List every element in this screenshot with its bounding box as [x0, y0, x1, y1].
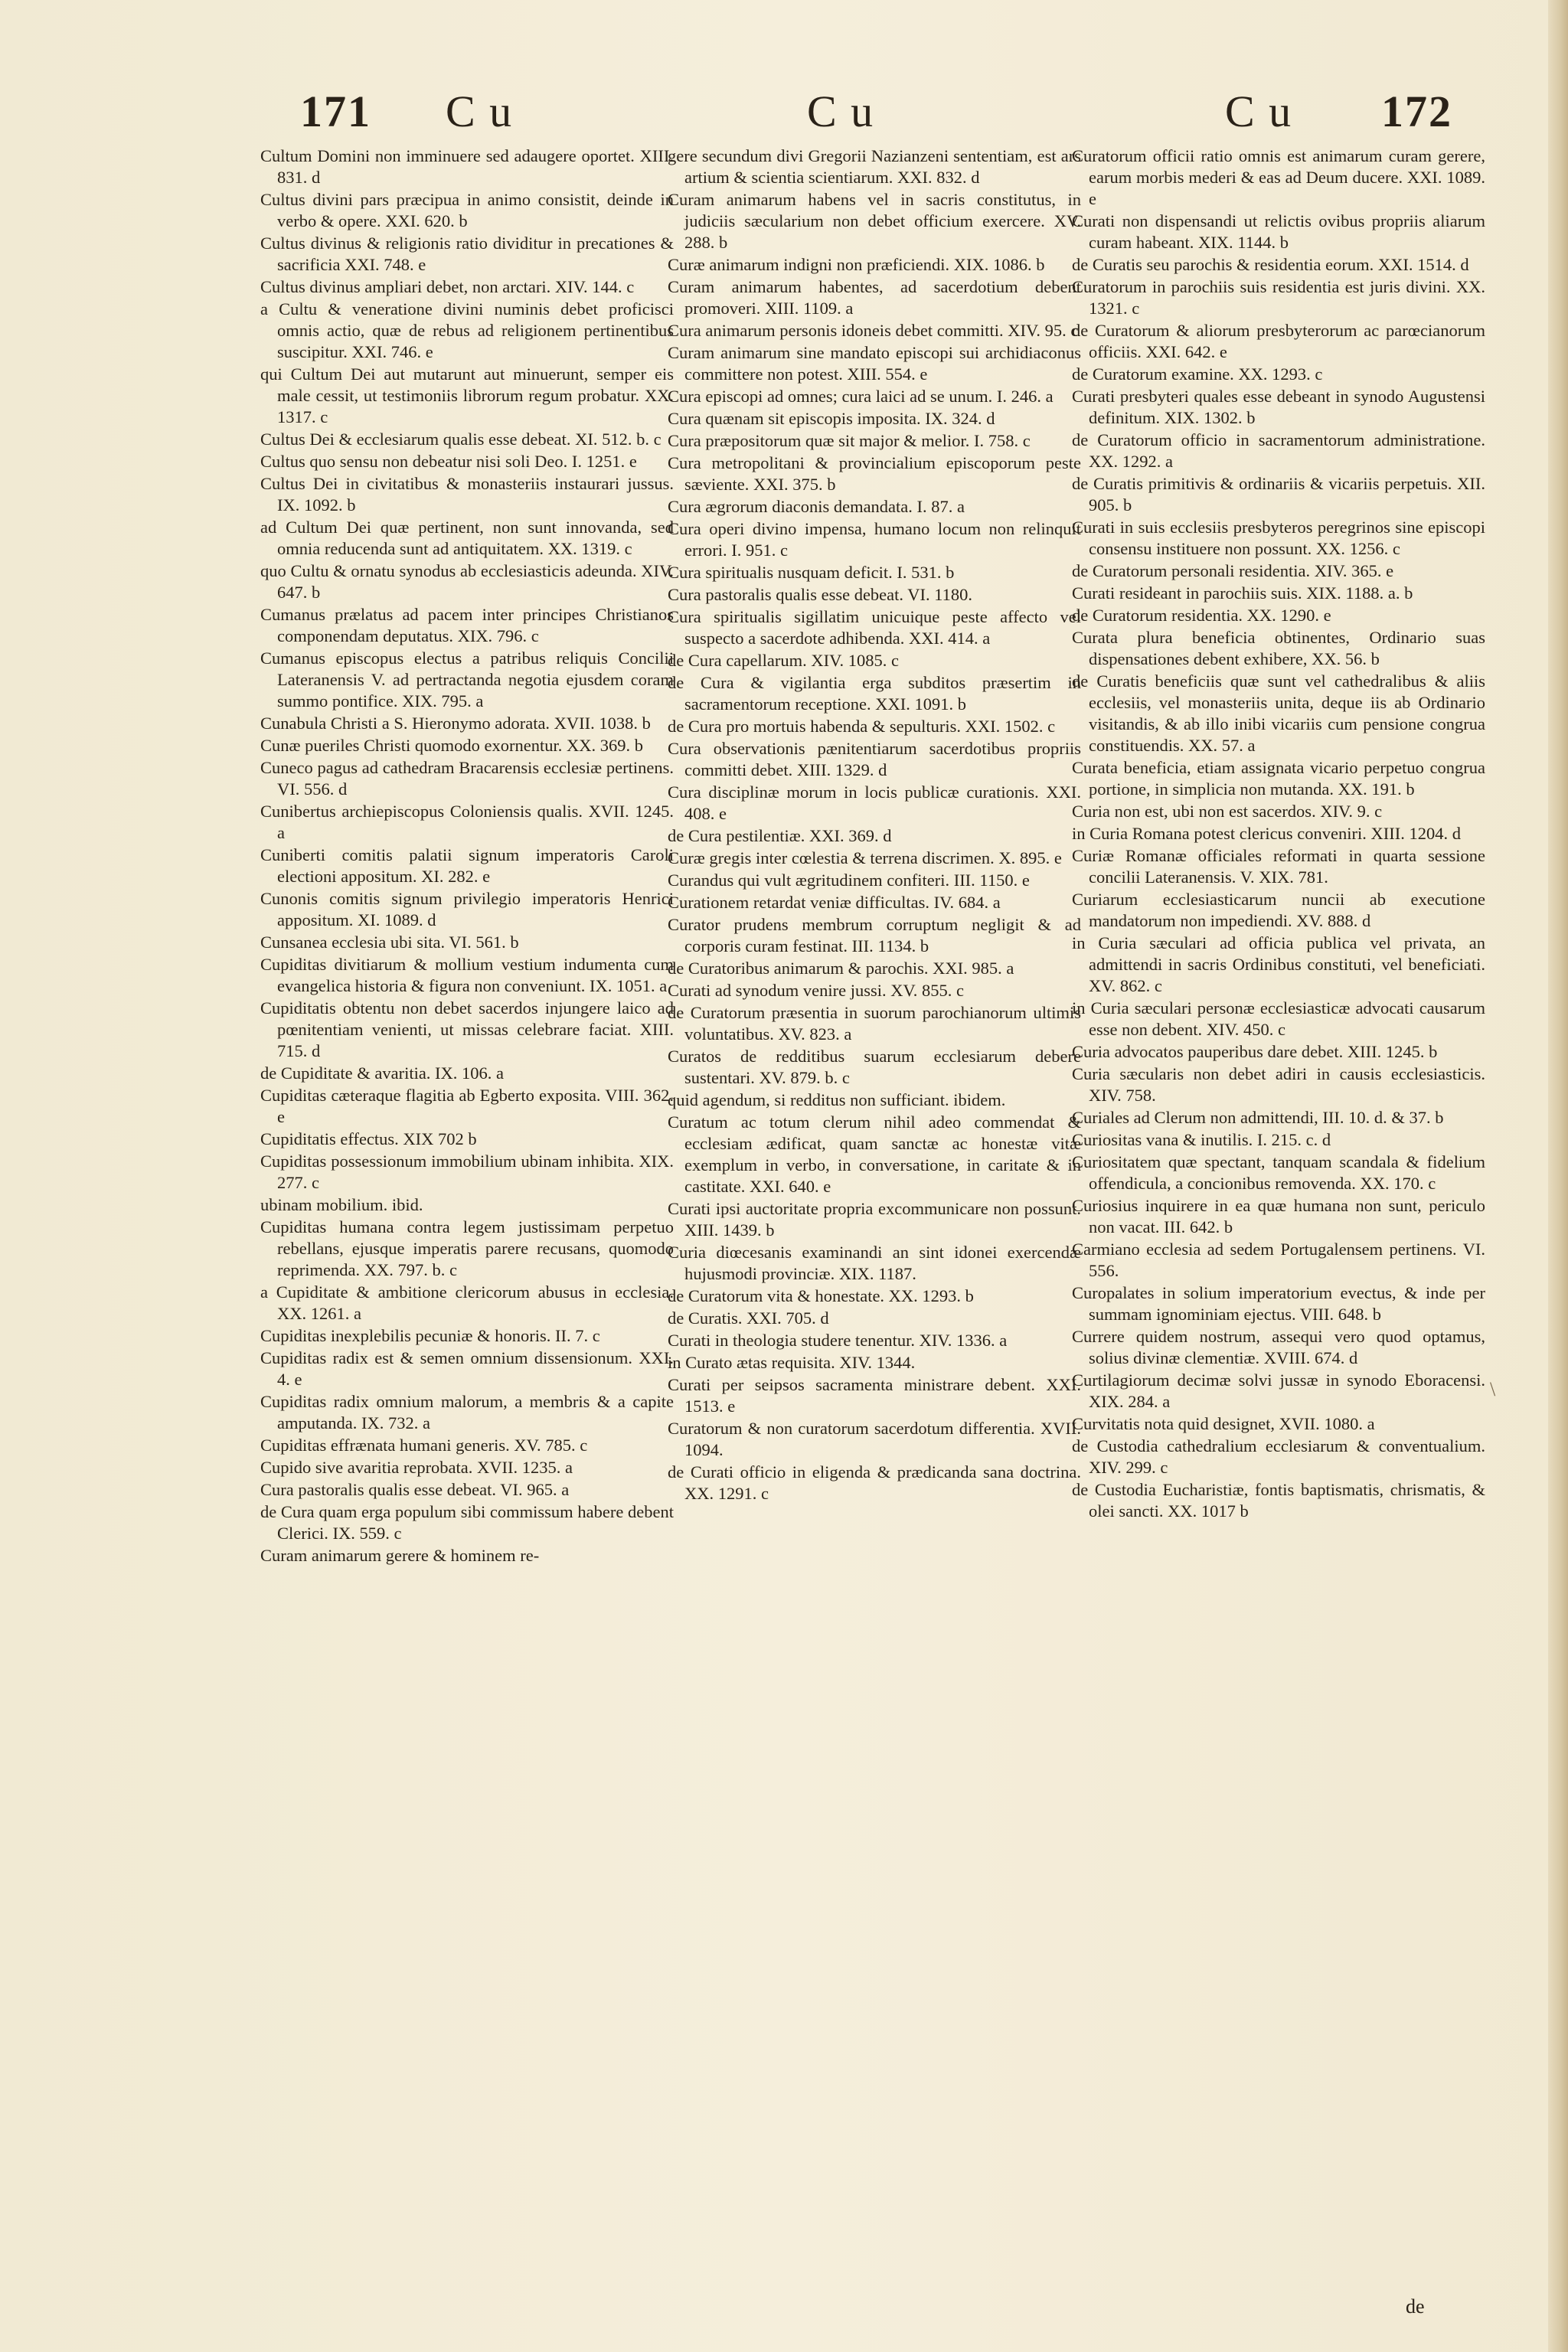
index-entry: de Curatorum officio in sacramentorum administratione. XX. 1292. a: [1072, 430, 1485, 471]
index-entry: Curia advocatos pauperibus dare debet. XIII. 1245. b: [1072, 1042, 1438, 1061]
index-entry: Cuneco pagus ad cathedram Bracarensis ecclesiæ pertinens. VI. 556. d: [260, 758, 674, 799]
index-entry: Cura pastoralis qualis esse debeat. VI. 1180.: [668, 585, 973, 604]
index-entry: Cunæ pueriles Christi quomodo exornentur. XX. 369. b: [260, 736, 643, 755]
index-entry: Cura præpositorum quæ sit major & melior. I. 758. c: [668, 431, 1031, 450]
index-column-2: [668, 145, 1081, 1505]
index-entry: de Curatorum præsentia in suorum parochianorum ultimis voluntatibus. XV. 823. a: [668, 1003, 1081, 1044]
index-entry: Cupiditas cæteraque flagitia ab Egberto exposita. VIII. 362. e: [260, 1086, 674, 1126]
index-entry: Curator prudens membrum corruptum negligit & ad corporis curam festinat. III. 1134. b: [668, 915, 1081, 956]
index-entry: Cura animarum personis idoneis debet committi. XIV. 95. c: [668, 321, 1079, 340]
index-entry: in Curia Romana potest clericus conveniri. XIII. 1204. d: [1072, 824, 1461, 843]
margin-mark: \: [1490, 1378, 1496, 1400]
left-running-head: C u: [446, 87, 514, 136]
index-entry: in Curia sæculari personæ ecclesiasticæ advocati causarum esse non debent. XIV. 450. c: [1072, 998, 1485, 1039]
index-entry: in Curato ætas requisita. XIV. 1344.: [668, 1353, 916, 1372]
index-entry: Cultum Domini non imminuere sed adaugere oportet. XIII. 831. d: [260, 146, 674, 187]
index-entry: de Curatoribus animarum & parochis. XXI. 985. a: [668, 959, 1014, 978]
index-column-1: [260, 145, 674, 1567]
center-running-head: C u: [807, 87, 875, 136]
index-entry: Cunibertus archiepiscopus Coloniensis qualis. XVII. 1245. a: [260, 802, 674, 842]
index-entry: quid agendum, si redditus non sufficiant. ibidem.: [668, 1090, 1006, 1109]
index-entry: Curia sæcularis non debet adiri in causis ecclesiasticis. XIV. 758.: [1072, 1064, 1485, 1105]
index-entry: Cura spiritualis nusquam deficit. I. 531. b: [668, 563, 955, 582]
index-entry: Curata beneficia, etiam assignata vicario perpetuo congrua portione, in simplicia non mutanda. XX. 191. b: [1072, 758, 1485, 799]
index-entry: de Curatorum residentia. XX. 1290. e: [1072, 606, 1331, 625]
index-entry: Cupiditatis obtentu non debet sacerdos injungere laico ad pœnitentiam venienti, ut missas celebrare faciat. XIII. 715. d: [260, 998, 674, 1060]
index-entry: Curati ad synodum venire jussi. XV. 855. c: [668, 981, 965, 1000]
index-entry: Curia diœcesanis examinandi an sint idonei exercendæ hujusmodi provinciæ. XIX. 1187.: [668, 1243, 1081, 1283]
index-entry: Curata plura beneficia obtinentes, Ordinario suas dispensationes debent exhibere, XX. 56. b: [1072, 628, 1485, 668]
index-entry: de Cura pestilentiæ. XXI. 369. d: [668, 826, 892, 845]
index-entry: Cupiditas humana contra legem justissimam perpetuo rebellans, ejusque imperatis parere recusans, quomodo reprimenda. XX. 797. b. c: [260, 1217, 674, 1279]
index-entry: Cura quænam sit episcopis imposita. IX. 324. d: [668, 409, 995, 428]
index-entry: de Curatis. XXI. 705. d: [668, 1308, 829, 1328]
index-entry: Curiales ad Clerum non admittendi, III. 10. d. & 37. b: [1072, 1108, 1444, 1127]
index-entry: Curatum ac totum clerum nihil adeo commendat & ecclesiam ædificat, quam sanctæ ac honestæ vitæ exemplum in verbo, in conversatione, in caritate & in castitate. XXI. 640. e: [668, 1112, 1081, 1196]
index-entry: Curam animarum sine mandato episcopi sui archidiaconus committere non potest. XIII. 554. e: [668, 343, 1081, 384]
index-entry: Curæ gregis inter cœlestia & terrena discrimen. X. 895. e: [668, 848, 1062, 867]
index-entry: Cuniberti comitis palatii signum imperatoris Caroli electioni appositum. XI. 282. e: [260, 845, 674, 886]
index-entry: Cupiditas radix omnium malorum, a membris & a capite amputanda. IX. 732. a: [260, 1392, 674, 1432]
index-entry: Cupido sive avaritia reprobata. XVII. 1235. a: [260, 1458, 573, 1477]
index-entry: Cunonis comitis signum privilegio imperatoris Henrici appositum. XI. 1089. d: [260, 889, 674, 929]
index-entry: Currere quidem nostrum, assequi vero quod optamus, solius divinæ clementiæ. XVIII. 674. d: [1072, 1327, 1485, 1367]
index-entry: de Cura capellarum. XIV. 1085. c: [668, 651, 899, 670]
index-entry: Cupiditas radix est & semen omnium dissensionum. XXI. 4. e: [260, 1348, 674, 1389]
index-entry: Curati resideant in parochiis suis. XIX. 1188. a. b: [1072, 583, 1413, 603]
index-entry: de Custodia cathedralium ecclesiarum & conventualium. XIV. 299. c: [1072, 1436, 1485, 1477]
index-entry: de Custodia Eucharistiæ, fontis baptismatis, chrismatis, & olei sancti. XX. 1017 b: [1072, 1480, 1485, 1521]
index-entry: de Curati officio in eligenda & prædicanda sana doctrina. XX. 1291. c: [668, 1462, 1081, 1503]
index-entry: de Curatis primitivis & ordinariis & vicariis perpetuis. XII. 905. b: [1072, 474, 1485, 514]
index-entry: Cura disciplinæ morum in locis publicæ curationis. XXI. 408. e: [668, 782, 1081, 823]
index-entry: Cupiditatis effectus. XIX 702 b: [260, 1129, 477, 1148]
index-entry: a Cultu & veneratione divini numinis debet proficisci omnis actio, quæ de rebus ad religionem pertinentibus suscipitur. XXI. 746. e: [260, 299, 674, 361]
index-entry: Curopalates in solium imperatorium evectus, & inde per summam ignominiam ejectus. VIII. 648. b: [1072, 1283, 1485, 1324]
index-entry: Cupiditas possessionum immobilium ubinam inhibita. XIX. 277. c: [260, 1152, 674, 1192]
index-entry: de Curatorum vita & honestate. XX. 1293. b: [668, 1286, 974, 1305]
index-entry: in Curia sæculari ad officia publica vel privata, an admittendi in sacris Ordinibus constituti, vel beneficiati. XV. 862. c: [1072, 933, 1485, 995]
index-entry: Cura ægrorum diaconis demandata. I. 87. a: [668, 497, 965, 516]
index-entry: Curati presbyteri quales esse debeant in synodo Augustensi definitum. XIX. 1302. b: [1072, 387, 1485, 427]
index-entry: a Cupiditate & ambitione clericorum abusus in ecclesia. XX. 1261. a: [260, 1282, 674, 1323]
index-entry: Curam animarum habens vel in sacris constitutus, in judiciis sæcularium non debet officium exercere. XV. 288. b: [668, 190, 1081, 252]
index-entry: Curæ animarum indigni non præficiendi. XIX. 1086. b: [668, 255, 1045, 274]
index-entry: Curandus qui vult ægritudinem confiteri. III. 1150. e: [668, 871, 1030, 890]
right-running-head: C u: [1225, 87, 1293, 136]
index-entry: Curam animarum habentes, ad sacerdotium debent promoveri. XIII. 1109. a: [668, 277, 1081, 318]
index-entry: qui Cultum Dei aut mutarunt aut minuerunt, semper eis male cessit, ut testimoniis librorum regum probatur. XX. 1317. c: [260, 364, 674, 426]
index-entry: Cupiditas inexplebilis pecuniæ & honoris. II. 7. c: [260, 1326, 600, 1345]
index-entry: Cunabula Christi a S. Hieronymo adorata. XVII. 1038. b: [260, 714, 651, 733]
index-entry: Cupiditas effrænata humani generis. XV. 785. c: [260, 1436, 588, 1455]
index-entry: Cura metropolitani & provincialium episcoporum peste sæviente. XXI. 375. b: [668, 453, 1081, 494]
index-entry: Carmiano ecclesia ad sedem Portugalensem pertinens. VI. 556.: [1072, 1240, 1485, 1280]
index-entry: de Curatorum & aliorum presbyterorum ac parœcianorum officiis. XXI. 642. e: [1072, 321, 1485, 361]
index-entry: Curati in suis ecclesiis presbyteros peregrinos sine episcopi consensu instituere non possunt. XX. 1256. c: [1072, 518, 1485, 558]
index-entry: Cura pastoralis qualis esse debeat. VI. 965. a: [260, 1480, 570, 1499]
index-entry: Cultus quo sensu non debeatur nisi soli Deo. I. 1251. e: [260, 452, 637, 471]
index-entry: Cultus Dei & ecclesiarum qualis esse debeat. XI. 512. b. c: [260, 430, 662, 449]
index-entry: Curati non dispensandi ut relictis ovibus propriis aliarum curam habeant. XIX. 1144. b: [1072, 211, 1485, 252]
index-entry: Cultus divinus & religionis ratio dividitur in precationes & sacrificia XXI. 748. e: [260, 234, 674, 274]
index-entry: Cultus Dei in civitatibus & monasteriis instaurari jussus. IX. 1092. b: [260, 474, 674, 514]
index-entry: ubinam mobilium. ibid.: [260, 1195, 423, 1214]
index-entry: Cumanus episcopus electus a patribus reliquis Concilii Lateranensis V. ad pertractanda negotia ejusdem coram summo pontifice. XIX. 795. a: [260, 648, 674, 710]
index-entry: Curtilagiorum decimæ solvi jussæ in synodo Eboracensi. XIX. 284. a: [1072, 1370, 1485, 1411]
index-entry: de Cupiditate & avaritia. IX. 106. a: [260, 1063, 505, 1083]
index-entry: de Cura & vigilantia erga subditos præsertim in sacramentorum receptione. XXI. 1091. b: [668, 673, 1081, 714]
index-entry: ad Cultum Dei quæ pertinent, non sunt innovanda, sed omnia reducenda sunt ad antiquitatem. XX. 1319. c: [260, 518, 674, 558]
index-entry: de Cura quam erga populum sibi commissum habere debent Clerici. IX. 559. c: [260, 1502, 674, 1543]
index-entry: Curia non est, ubi non est sacerdos. XIV. 9. c: [1072, 802, 1383, 821]
index-entry: Curvitatis nota quid designet, XVII. 1080. a: [1072, 1414, 1375, 1433]
index-entry: Curatorum in parochiis suis residentia est juris divini. XX. 1321. c: [1072, 277, 1485, 318]
index-entry: de Cura pro mortuis habenda & sepulturis. XXI. 1502. c: [668, 717, 1056, 736]
index-entry: Cunsanea ecclesia ubi sita. VI. 561. b: [260, 933, 519, 952]
page-edge: [1548, 0, 1568, 2352]
index-column-3: [1072, 145, 1485, 1523]
index-entry: Curati ipsi auctoritate propria excommunicare non possunt. XIII. 1439. b: [668, 1199, 1081, 1240]
index-entry: quo Cultu & ornatu synodus ab ecclesiasticis adeunda. XIV. 647. b: [260, 561, 674, 602]
right-page-number: 172: [1381, 87, 1452, 136]
index-entry: Curiosius inquirere in ea quæ humana non sunt, periculo non vacat. III. 642. b: [1072, 1196, 1485, 1236]
index-entry: de Curatorum examine. XX. 1293. c: [1072, 364, 1323, 384]
index-entry: Curati per seipsos sacramenta ministrare debent. XXI. 1513. e: [668, 1375, 1081, 1416]
index-entry: Cumanus prælatus ad pacem inter principes Christianos componendam deputatus. XIX. 796. c: [260, 605, 674, 645]
index-entry: Curiositatem quæ spectant, tanquam scandala & fidelium offendicula, a concionibus removenda. XX. 170. c: [1072, 1152, 1485, 1193]
index-entry: gere secundum divi Gregorii Nazianzeni sententiam, est ars artium & scientia scientiarum. XXI. 832. d: [668, 146, 1081, 187]
index-entry: Curati in theologia studere tenentur. XIV. 1336. a: [668, 1331, 1008, 1350]
index-entry: Cura spiritualis sigillatim unicuique peste affecto vel suspecto a sacerdote adhibenda. XXI. 414. a: [668, 607, 1081, 648]
index-entry: Cura episcopi ad omnes; cura laici ad se unum. I. 246. a: [668, 387, 1054, 406]
index-entry: Curiarum ecclesiasticarum nuncii ab executione mandatorum non impediendi. XV. 888. d: [1072, 890, 1485, 930]
left-page-number: 171: [300, 87, 371, 136]
index-entry: Cultus divinus ampliari debet, non arctari. XIV. 144. c: [260, 277, 635, 296]
index-entry: Curatorum & non curatorum sacerdotum differentia. XVII. 1094.: [668, 1419, 1081, 1459]
catchword: de: [1406, 2295, 1425, 2318]
index-entry: de Curatorum personali residentia. XIV. 365. e: [1072, 561, 1394, 580]
index-entry: Cura operi divino impensa, humano locum non relinquit errori. I. 951. c: [668, 519, 1081, 560]
index-entry: Curiositas vana & inutilis. I. 215. c. d: [1072, 1130, 1331, 1149]
index-entry: Curationem retardat veniæ difficultas. IV. 684. a: [668, 893, 1001, 912]
index-entry: Cura observationis pænitentiarum sacerdotibus propriis committi debet. XIII. 1329. d: [668, 739, 1081, 779]
index-entry: de Curatis beneficiis quæ sunt vel cathedralibus & aliis ecclesiis, vel monasteriis unita, deque iis ab Ordinario visitandis, & ab illo inibi vicariis cum pensione congrua constituendis. XX. 57. a: [1072, 671, 1485, 755]
index-entry: Curatos de redditibus suarum ecclesiarum debere sustentari. XV. 879. b. c: [668, 1047, 1081, 1087]
index-entry: Curam animarum gerere & hominem re-: [260, 1546, 540, 1565]
index-entry: Curiæ Romanæ officiales reformati in quarta sessione concilii Lateranensis. V. XIX. 781.: [1072, 846, 1485, 887]
index-entry: de Curatis seu parochis & residentia eorum. XXI. 1514. d: [1072, 255, 1469, 274]
index-entry: Cultus divini pars præcipua in animo consistit, deinde in verbo & opere. XXI. 620. b: [260, 190, 674, 230]
index-entry: Curatorum officii ratio omnis est animarum curam gerere, earum morbis mederi & eas ad Deum ducere. XXI. 1089. e: [1072, 146, 1485, 208]
index-entry: Cupiditas divitiarum & mollium vestium indumenta cum evangelica historia & figura non conveniunt. IX. 1051. a: [260, 955, 674, 995]
